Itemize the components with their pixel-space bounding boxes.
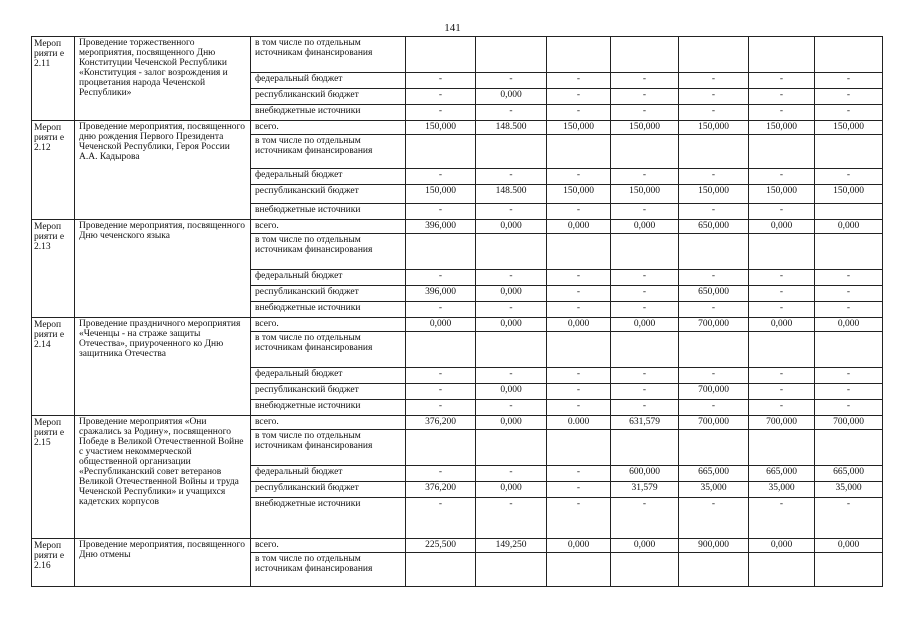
activity-name: Проведение мероприятия «Они сражались за Родину», посвященного Победе в Великой Отечественной Войне с участием некоммерческой общественной организации «Республиканский совет ветеранов Великой Отечественной Войны и труда Чеченской Республики» и учащихся кадетских корпусов — [75, 416, 251, 539]
amount-cell: - — [679, 400, 749, 416]
amount-cell: - — [476, 204, 547, 220]
amount-cell: - — [406, 204, 476, 220]
amount-cell: - — [749, 105, 815, 121]
amount-cell: - — [547, 302, 611, 318]
funding-source: федеральный бюджет — [251, 73, 406, 89]
funding-source: в том числе по отдельным источникам финансирования — [251, 135, 406, 169]
amount-cell: 665,000 — [679, 466, 749, 482]
funding-source: в том числе по отдельным источникам финансирования — [251, 234, 406, 270]
amount-cell — [476, 553, 547, 587]
funding-source: республиканский бюджет — [251, 89, 406, 105]
funding-source: республиканский бюджет — [251, 384, 406, 400]
amount-cell: 396,000 — [406, 286, 476, 302]
amount-cell: - — [476, 466, 547, 482]
amount-cell: - — [815, 169, 883, 185]
funding-source: в том числе по отдельным источникам финансирования — [251, 430, 406, 466]
amount-cell: - — [815, 302, 883, 318]
amount-cell: - — [749, 368, 815, 384]
amount-cell: - — [406, 73, 476, 89]
amount-cell: 0,000 — [611, 539, 679, 553]
amount-cell: - — [547, 482, 611, 498]
amount-cell — [611, 430, 679, 466]
amount-cell: - — [679, 368, 749, 384]
amount-cell — [749, 234, 815, 270]
amount-cell: - — [547, 105, 611, 121]
amount-cell — [749, 135, 815, 169]
amount-cell: - — [547, 73, 611, 89]
amount-cell: 376,200 — [406, 416, 476, 430]
amount-cell: - — [749, 89, 815, 105]
amount-cell — [611, 234, 679, 270]
funding-source: федеральный бюджет — [251, 169, 406, 185]
amount-cell: - — [749, 384, 815, 400]
amount-cell: 150,000 — [406, 121, 476, 135]
amount-cell: - — [406, 384, 476, 400]
amount-cell — [406, 553, 476, 587]
funding-source: внебюджетные источники — [251, 105, 406, 121]
amount-cell — [679, 332, 749, 368]
amount-cell: - — [611, 400, 679, 416]
amount-cell: 650,000 — [679, 286, 749, 302]
amount-cell: 150,000 — [679, 185, 749, 204]
amount-cell: 650,000 — [679, 220, 749, 234]
amount-cell: - — [476, 498, 547, 539]
amount-cell: - — [476, 368, 547, 384]
amount-cell: - — [679, 270, 749, 286]
amount-cell: 700,000 — [679, 318, 749, 332]
amount-cell: - — [547, 384, 611, 400]
amount-cell — [476, 430, 547, 466]
amount-cell: - — [476, 73, 547, 89]
amount-cell: - — [611, 498, 679, 539]
amount-cell: - — [547, 169, 611, 185]
amount-cell: 900,000 — [679, 539, 749, 553]
amount-cell: 150,000 — [547, 185, 611, 204]
amount-cell: - — [406, 302, 476, 318]
amount-cell: 150,000 — [547, 121, 611, 135]
amount-cell: - — [547, 286, 611, 302]
activity-name: Проведение мероприятия, посвященного дню рождения Первого Президента Чеченской Республики, Героя России А.А. Кадырова — [75, 121, 251, 220]
amount-cell: - — [611, 204, 679, 220]
amount-cell: - — [749, 169, 815, 185]
amount-cell — [547, 234, 611, 270]
amount-cell: - — [611, 89, 679, 105]
activity-name: Проведение торжественного мероприятия, посвященного Дню Конституции Чеченской Республики «Конституция - залог возрождения и процветания народа Чеченской Республики» — [75, 37, 251, 121]
amount-cell: - — [611, 169, 679, 185]
amount-cell — [406, 37, 476, 73]
amount-cell — [547, 37, 611, 73]
amount-cell — [406, 135, 476, 169]
amount-cell: - — [406, 466, 476, 482]
amount-cell: - — [679, 498, 749, 539]
amount-cell: - — [547, 270, 611, 286]
amount-cell: - — [406, 368, 476, 384]
amount-cell: 0,000 — [476, 482, 547, 498]
activity-name: Проведение мероприятия, посвященного Дню чеченского языка — [75, 220, 251, 318]
amount-cell: - — [406, 400, 476, 416]
funding-source: в том числе по отдельным источникам финансирования — [251, 37, 406, 73]
funding-source: всего. — [251, 121, 406, 135]
table-row — [32, 37, 883, 73]
amount-cell: 631,579 — [611, 416, 679, 430]
amount-cell: - — [749, 270, 815, 286]
funding-table — [31, 36, 883, 587]
amount-cell — [679, 37, 749, 73]
amount-cell: - — [749, 400, 815, 416]
amount-cell: 0,000 — [749, 318, 815, 332]
amount-cell: 0,000 — [476, 89, 547, 105]
activity-code: Мероп рияти е 2.15 — [32, 416, 75, 539]
amount-cell: 0,000 — [476, 220, 547, 234]
amount-cell: - — [476, 270, 547, 286]
amount-cell: - — [547, 498, 611, 539]
amount-cell: 35,000 — [679, 482, 749, 498]
amount-cell: 150,000 — [815, 121, 883, 135]
funding-source: внебюджетные источники — [251, 302, 406, 318]
page-number: 141 — [444, 22, 461, 34]
amount-cell: - — [749, 73, 815, 89]
amount-cell: 700,000 — [749, 416, 815, 430]
amount-cell: - — [679, 73, 749, 89]
amount-cell — [749, 430, 815, 466]
amount-cell: - — [749, 498, 815, 539]
amount-cell — [815, 204, 883, 220]
amount-cell: 35,000 — [749, 482, 815, 498]
amount-cell: - — [611, 302, 679, 318]
table-row — [32, 416, 883, 430]
amount-cell: - — [611, 270, 679, 286]
amount-cell — [406, 430, 476, 466]
amount-cell: 700,000 — [679, 384, 749, 400]
amount-cell: 31,579 — [611, 482, 679, 498]
amount-cell: 150,000 — [679, 121, 749, 135]
amount-cell — [749, 332, 815, 368]
amount-cell: - — [679, 302, 749, 318]
amount-cell — [476, 135, 547, 169]
amount-cell: - — [406, 169, 476, 185]
amount-cell: - — [611, 384, 679, 400]
amount-cell: 0.000 — [547, 416, 611, 430]
amount-cell: 225,500 — [406, 539, 476, 553]
amount-cell: 150,000 — [611, 185, 679, 204]
amount-cell: - — [749, 286, 815, 302]
amount-cell — [815, 234, 883, 270]
amount-cell: - — [476, 302, 547, 318]
funding-source: внебюджетные источники — [251, 204, 406, 220]
amount-cell: 0,000 — [547, 318, 611, 332]
amount-cell: 0,000 — [476, 384, 547, 400]
amount-cell: 700,000 — [815, 416, 883, 430]
amount-cell: 148.500 — [476, 121, 547, 135]
table-row — [32, 121, 883, 135]
activity-name: Проведение мероприятия, посвященного Дню отмены — [75, 539, 251, 587]
funding-source: в том числе по отдельным источникам финансирования — [251, 332, 406, 368]
amount-cell — [611, 553, 679, 587]
activity-code: Мероп рияти е 2.13 — [32, 220, 75, 318]
amount-cell — [815, 332, 883, 368]
funding-source: республиканский бюджет — [251, 185, 406, 204]
funding-source: всего. — [251, 220, 406, 234]
amount-cell: 0,000 — [476, 416, 547, 430]
amount-cell: - — [406, 89, 476, 105]
amount-cell: 148.500 — [476, 185, 547, 204]
funding-source: внебюджетные источники — [251, 400, 406, 416]
amount-cell: - — [476, 105, 547, 121]
amount-cell — [547, 430, 611, 466]
amount-cell: 150,000 — [749, 185, 815, 204]
amount-cell: - — [815, 286, 883, 302]
amount-cell: - — [476, 169, 547, 185]
amount-cell: 0,000 — [815, 318, 883, 332]
funding-source: республиканский бюджет — [251, 482, 406, 498]
amount-cell: - — [815, 368, 883, 384]
amount-cell: 0,000 — [611, 220, 679, 234]
amount-cell: - — [815, 270, 883, 286]
amount-cell: 150,000 — [749, 121, 815, 135]
amount-cell: - — [815, 400, 883, 416]
amount-cell: - — [547, 89, 611, 105]
amount-cell: 665,000 — [815, 466, 883, 482]
amount-cell — [679, 430, 749, 466]
activity-code: Мероп рияти е 2.11 — [32, 37, 75, 121]
funding-source: федеральный бюджет — [251, 368, 406, 384]
amount-cell — [679, 234, 749, 270]
amount-cell: 0,000 — [476, 286, 547, 302]
funding-source: всего. — [251, 318, 406, 332]
amount-cell: 376,200 — [406, 482, 476, 498]
amount-cell: - — [547, 400, 611, 416]
funding-source: федеральный бюджет — [251, 270, 406, 286]
amount-cell — [815, 135, 883, 169]
amount-cell — [476, 37, 547, 73]
amount-cell: - — [406, 498, 476, 539]
activity-code: Мероп рияти е 2.14 — [32, 318, 75, 416]
amount-cell — [749, 37, 815, 73]
amount-cell: 396,000 — [406, 220, 476, 234]
amount-cell: 0,000 — [611, 318, 679, 332]
table-row — [32, 318, 883, 332]
activity-code: Мероп рияти е 2.16 — [32, 539, 75, 587]
amount-cell: - — [679, 169, 749, 185]
amount-cell: - — [547, 204, 611, 220]
funding-source: внебюджетные источники — [251, 498, 406, 539]
amount-cell — [547, 553, 611, 587]
amount-cell: 0,000 — [749, 220, 815, 234]
amount-cell — [679, 135, 749, 169]
amount-cell: - — [815, 498, 883, 539]
amount-cell — [679, 553, 749, 587]
table-row — [32, 539, 883, 553]
amount-cell: 35,000 — [815, 482, 883, 498]
amount-cell: - — [611, 105, 679, 121]
amount-cell: - — [815, 384, 883, 400]
amount-cell: 0,000 — [815, 539, 883, 553]
amount-cell — [476, 332, 547, 368]
amount-cell — [815, 430, 883, 466]
amount-cell — [406, 332, 476, 368]
amount-cell: - — [406, 270, 476, 286]
amount-cell — [815, 37, 883, 73]
amount-cell: 0,000 — [815, 220, 883, 234]
amount-cell: - — [476, 400, 547, 416]
amount-cell: - — [547, 466, 611, 482]
amount-cell — [611, 135, 679, 169]
amount-cell: 700,000 — [679, 416, 749, 430]
amount-cell — [547, 332, 611, 368]
funding-source: федеральный бюджет — [251, 466, 406, 482]
amount-cell: 600,000 — [611, 466, 679, 482]
amount-cell — [611, 332, 679, 368]
amount-cell: - — [547, 368, 611, 384]
amount-cell: 150,000 — [611, 121, 679, 135]
amount-cell: 0,000 — [547, 539, 611, 553]
amount-cell: - — [611, 368, 679, 384]
amount-cell: 0,000 — [547, 220, 611, 234]
funding-source: всего. — [251, 539, 406, 553]
amount-cell: - — [749, 204, 815, 220]
amount-cell: 150,000 — [815, 185, 883, 204]
amount-cell: 0,000 — [476, 318, 547, 332]
activity-code: Мероп рияти е 2.12 — [32, 121, 75, 220]
amount-cell: - — [815, 89, 883, 105]
funding-source: в том числе по отдельным источникам финансирования — [251, 553, 406, 587]
amount-cell: - — [679, 204, 749, 220]
table-row — [32, 220, 883, 234]
amount-cell — [476, 234, 547, 270]
amount-cell: 0,000 — [749, 539, 815, 553]
amount-cell: - — [406, 105, 476, 121]
amount-cell: 150,000 — [406, 185, 476, 204]
amount-cell: - — [815, 73, 883, 89]
amount-cell: - — [611, 286, 679, 302]
amount-cell — [406, 234, 476, 270]
amount-cell: - — [749, 302, 815, 318]
amount-cell — [815, 553, 883, 587]
funding-source: республиканский бюджет — [251, 286, 406, 302]
amount-cell: - — [815, 105, 883, 121]
funding-source: всего. — [251, 416, 406, 430]
amount-cell — [749, 553, 815, 587]
amount-cell: 0,000 — [406, 318, 476, 332]
amount-cell: - — [679, 105, 749, 121]
amount-cell: - — [611, 73, 679, 89]
amount-cell — [611, 37, 679, 73]
amount-cell: 665,000 — [749, 466, 815, 482]
amount-cell — [547, 135, 611, 169]
activity-name: Проведение праздничного мероприятия «Чеченцы - на страже защиты Отечества», приуроченного ко Дню защитника Отечества — [75, 318, 251, 416]
amount-cell: - — [679, 89, 749, 105]
amount-cell: 149,250 — [476, 539, 547, 553]
